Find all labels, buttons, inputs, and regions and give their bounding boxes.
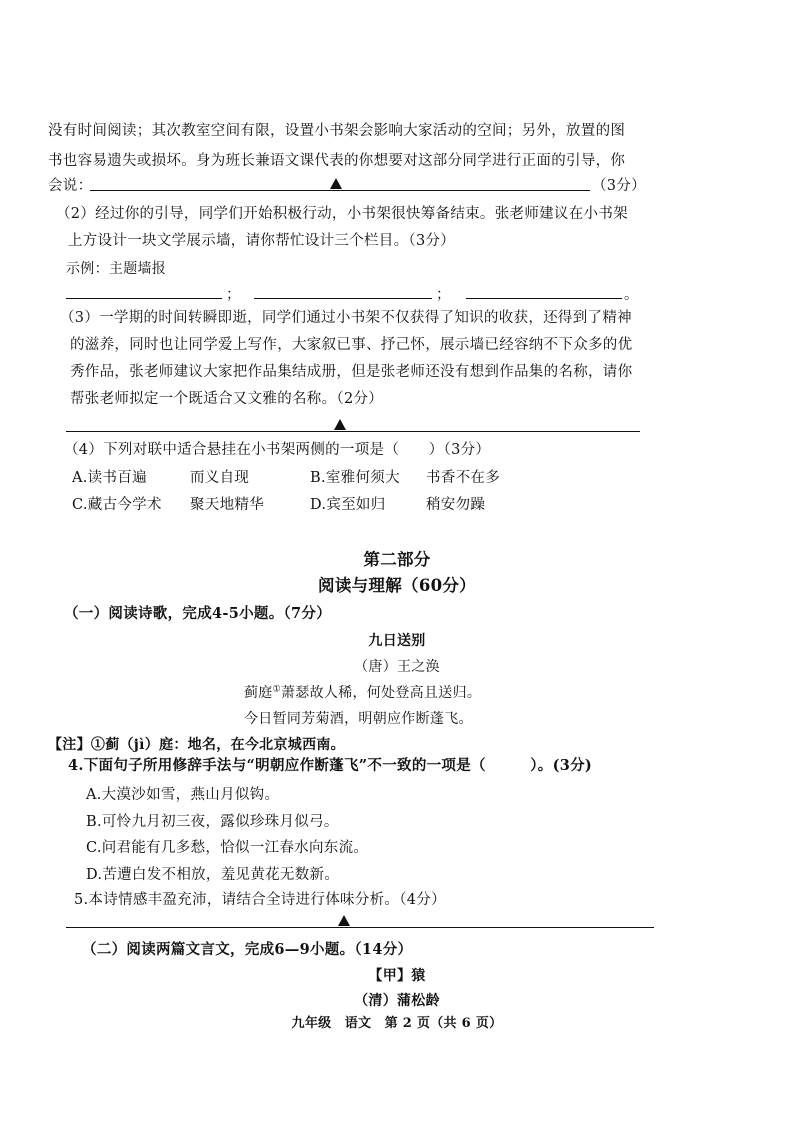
q3-line1: （3）一学期的时间转瞬即逝，同学们通过小书架不仅获得了知识的收获，还得到了精神 [60,310,632,326]
q5-answer-line[interactable] [66,927,654,928]
q2-line1: （2）经过你的引导，同学们开始积极行动，小书架很快筹备结束。张老师建议在小书架 [56,206,628,222]
q4-option-a-1: A.读书百遍 [72,470,147,486]
q4-option-c-2: 聚天地精华 [190,497,264,513]
q3-line4: 帮张老师拟定一个既适合又文雅的名称。（2分） [70,391,384,407]
classical-author: （清）蒲松龄 [354,993,440,1009]
q4-option-b-2: 书香不在多 [426,470,500,486]
poem-note: 【注】①蓟（jì）庭：地名，在今北京城西南。 [48,737,345,753]
q4b-stem: 4.下面句子所用修辞手法与“明朝应作断蓬飞”不一致的一项是（ ）。(3分) [68,757,593,774]
triangle-marker-icon [330,178,342,189]
part2-subtitle: 阅读与理解（60分） [318,576,476,595]
q3-answer-line[interactable] [66,431,640,432]
poem-line1: 蓟庭①萧瑟故人稀，何处登高且送归。 [244,684,482,701]
q1-line1: 没有时间阅读；其次教室空间有限，设置小书架会影响大家活动的空间；另外，放置的图 [48,123,626,139]
q4-option-d-1: D.宾至如归 [310,497,386,513]
poem-line2: 今日暂同芳菊酒，明朝应作断蓬飞。 [244,711,473,727]
q1-line3-prefix: 会说： [48,178,93,194]
part2-title: 第二部分 [363,550,431,569]
q2-answer-line-2[interactable] [254,298,432,299]
page-footer: 九年级 语文 第 2 页（共 6 页） [291,1016,503,1031]
triangle-marker-icon [338,915,350,926]
q5-stem: 5.本诗情感丰盈充沛，请结合全诗进行体味分析。（4分） [74,892,446,908]
q4b-option-b: B.可怜九月初三夜，露似珍珠月似弓。 [86,814,339,830]
q2-answer-line-1[interactable] [66,298,222,299]
q2-end: 。 [624,287,639,303]
poem-section-heading: （一）阅读诗歌，完成4-5小题。（7分） [64,605,332,622]
q2-example: 示例：主题墙报 [66,261,167,277]
classical-title: 【甲】猿 [368,968,426,984]
classical-section-heading: （二）阅读两篇文言文，完成6—9小题。（14分） [82,941,413,958]
poem-author: （唐）王之涣 [354,659,440,675]
q3-line2: 的滋养，同时也让同学爱上写作，大家叙已事、抒己怀，展示墙已经容纳不下众多的优 [70,337,633,353]
q4b-option-a: A.大漠沙如雪，燕山月似钩。 [86,787,280,803]
q4b-option-d: D.苦遭白发不相放，羞见黄花无数新。 [86,867,340,883]
triangle-marker-icon [334,419,346,430]
q4-option-c-1: C.藏古今学术 [72,497,162,513]
q4-option-a-2: 而义自现 [190,470,250,486]
q2-sep2: ； [436,287,451,303]
q4-option-b-1: B.室雅何须大 [310,470,400,486]
q2-line2: 上方设计一块文学展示墙，请你帮忙设计三个栏目。（3分） [68,233,456,249]
q1-score: （3分） [592,178,646,194]
q2-answer-line-3[interactable] [466,298,622,299]
q2-sep1: ； [226,287,241,303]
q4-option-d-2: 稍安勿躁 [426,497,486,513]
poem-title: 九日送别 [368,633,426,649]
q1-answer-line[interactable] [90,190,590,191]
q4-stem: （4）下列对联中适合悬挂在小书架两侧的一项是（ ）（3分） [64,442,491,458]
q1-line2: 书也容易遗失或损坏。身为班长兼语文课代表的你想要对这部分同学进行正面的引导，你 [48,153,626,169]
q3-line3: 秀作品，张老师建议大家把作品集结成册，但是张老师还没有想到作品集的名称，请你 [70,364,633,380]
q4b-option-c: C.问君能有几多愁，恰似一江春水向东流。 [86,840,369,856]
